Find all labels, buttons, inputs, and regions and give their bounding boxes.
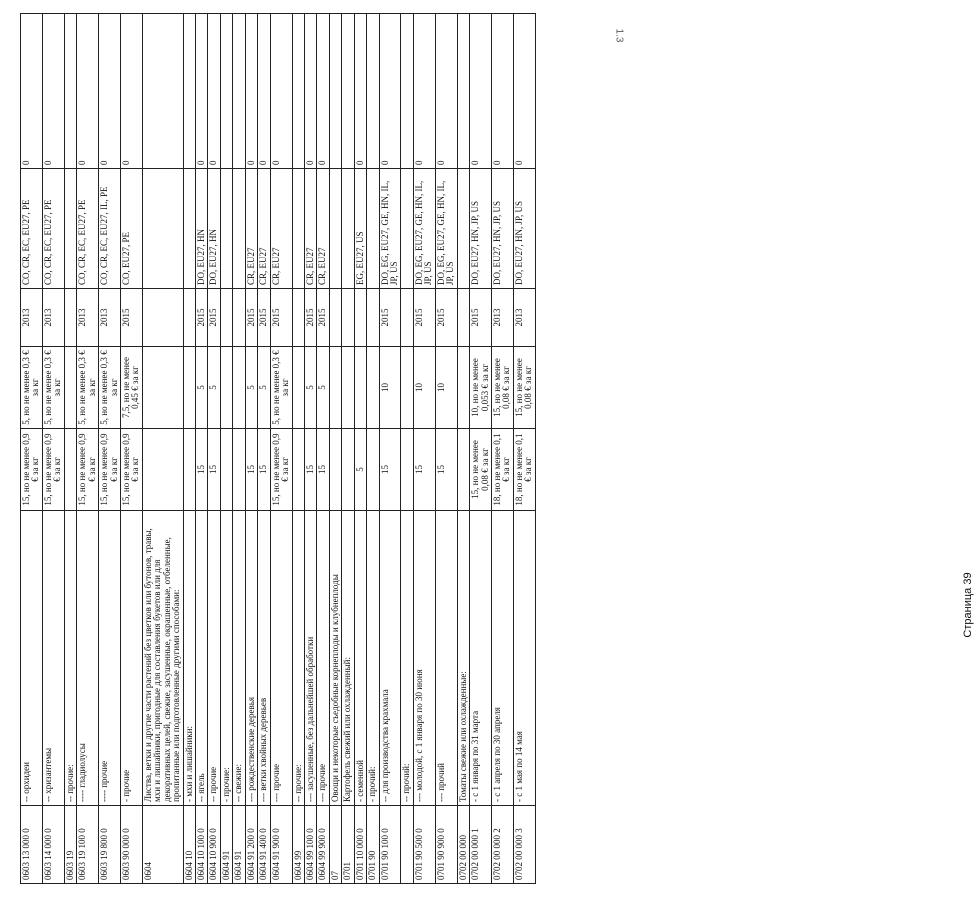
countries-cell xyxy=(233,169,245,289)
year-cell: 2013 xyxy=(513,289,535,347)
countries-cell xyxy=(220,169,232,289)
countries-cell xyxy=(342,169,354,289)
base-rate-cell xyxy=(292,429,304,511)
description-cell: - прочие: xyxy=(220,511,232,806)
table-row xyxy=(342,14,354,884)
year-cell xyxy=(342,289,354,347)
year-cell xyxy=(220,289,232,347)
note-cell: 0 xyxy=(304,14,316,169)
page-footer xyxy=(592,305,974,905)
code-cell: 0603 90 000 0 xyxy=(120,806,142,884)
code-cell: 07 xyxy=(329,806,341,884)
note-cell xyxy=(367,14,379,169)
final-rate-cell: 5 xyxy=(317,347,329,429)
description-cell: -- ягель xyxy=(196,511,208,806)
table-row xyxy=(304,14,316,884)
countries-cell: CR, EU27 xyxy=(245,169,257,289)
code-cell: 0701 90 xyxy=(367,806,379,884)
code-cell: 0604 91 900 0 xyxy=(270,806,292,884)
code-cell: 0702 00 000 2 xyxy=(491,806,513,884)
description-cell: Листва, ветки и другие части растений без цветков или бутонов, травы, мхи и лишайники, пригодные для составления букетов или для декоративных целей, свежие, засушенные, окрашенные, отбеленные, пропитанные или подготовленные другими способами: xyxy=(142,511,183,806)
note-cell: 0 xyxy=(120,14,142,169)
countries-cell: CR, EU27 xyxy=(270,169,292,289)
description-cell: --- прочие xyxy=(270,511,292,806)
code-cell: 0604 10 900 0 xyxy=(208,806,220,884)
description-cell: -- прочие: xyxy=(64,511,76,806)
code-cell: 0702 00 000 3 xyxy=(513,806,535,884)
base-rate-cell: 5 xyxy=(354,429,366,511)
table-row xyxy=(354,14,366,884)
table-row xyxy=(435,14,457,884)
code-cell: 0604 10 100 0 xyxy=(196,806,208,884)
table-row xyxy=(470,14,492,884)
table-row xyxy=(258,14,270,884)
margin-mark: 1.3 xyxy=(613,28,625,43)
final-rate-cell: 5, но не менее 0,3 € за кг xyxy=(99,347,121,429)
base-rate-cell xyxy=(457,429,469,511)
final-rate-cell xyxy=(292,347,304,429)
description-cell: -- прочий: xyxy=(401,511,413,806)
note-cell xyxy=(233,14,245,169)
page-number-label: Страница 39 xyxy=(962,572,974,638)
final-rate-cell xyxy=(64,347,76,429)
description-cell: -- прочие xyxy=(208,511,220,806)
base-rate-cell: 15 xyxy=(379,429,401,511)
base-rate-cell: 15 xyxy=(317,429,329,511)
base-rate-cell xyxy=(401,429,413,511)
final-rate-cell xyxy=(233,347,245,429)
countries-cell: CR, EU27 xyxy=(258,169,270,289)
table-row xyxy=(270,14,292,884)
year-cell: 2013 xyxy=(21,289,43,347)
year-cell: 2015 xyxy=(245,289,257,347)
code-cell: 0701 90 900 0 xyxy=(435,806,457,884)
code-cell: 0604 99 900 0 xyxy=(317,806,329,884)
year-cell xyxy=(64,289,76,347)
note-cell: 0 xyxy=(270,14,292,169)
base-rate-cell: 15 xyxy=(245,429,257,511)
final-rate-cell: 5, но не менее 0,3 € за кг xyxy=(21,347,43,429)
description-cell: -- прочие: xyxy=(292,511,304,806)
code-cell xyxy=(401,806,413,884)
countries-cell: CO, CR, EC, EU27, PE xyxy=(21,169,43,289)
countries-cell: CO, CR, EC, EU27, PE xyxy=(77,169,99,289)
code-cell: 0604 91 200 0 xyxy=(245,806,257,884)
final-rate-cell xyxy=(354,347,366,429)
final-rate-cell xyxy=(142,347,183,429)
table-row xyxy=(367,14,379,884)
year-cell: 2015 xyxy=(470,289,492,347)
year-cell: 2015 xyxy=(379,289,401,347)
description-cell: ---- гладиолусы xyxy=(77,511,99,806)
year-cell xyxy=(142,289,183,347)
note-cell xyxy=(142,14,183,169)
countries-cell xyxy=(142,169,183,289)
note-cell: 0 xyxy=(258,14,270,169)
year-cell xyxy=(457,289,469,347)
countries-cell: CO, CR, EC, EU27, PE xyxy=(42,169,64,289)
description-cell: -- хризантемы xyxy=(42,511,64,806)
table-row xyxy=(142,14,183,884)
final-rate-cell xyxy=(220,347,232,429)
table-row xyxy=(64,14,76,884)
description-cell: - мхи и лишайники: xyxy=(183,511,195,806)
description-cell: --- прочий xyxy=(435,511,457,806)
table-row xyxy=(233,14,245,884)
year-cell: 2015 xyxy=(317,289,329,347)
base-rate-cell xyxy=(367,429,379,511)
table-row xyxy=(196,14,208,884)
note-cell: 0 xyxy=(317,14,329,169)
code-cell: 0604 xyxy=(142,806,183,884)
base-rate-cell: 18, но не менее 0,1 € за кг xyxy=(491,429,513,511)
table-row xyxy=(42,14,64,884)
note-cell xyxy=(292,14,304,169)
description-cell: - семенной xyxy=(354,511,366,806)
table-row xyxy=(220,14,232,884)
table-row xyxy=(99,14,121,884)
base-rate-cell xyxy=(64,429,76,511)
final-rate-cell: 15, но не менее 0,08 € за кг xyxy=(513,347,535,429)
year-cell: 2013 xyxy=(42,289,64,347)
year-cell: 2015 xyxy=(208,289,220,347)
description-cell: ---- прочие xyxy=(99,511,121,806)
base-rate-cell: 15 xyxy=(258,429,270,511)
rotated-table-area xyxy=(20,14,620,884)
table-row xyxy=(513,14,535,884)
countries-cell: DO, EU27, HN, JP, US xyxy=(513,169,535,289)
code-cell: 0701 10 000 0 xyxy=(354,806,366,884)
code-cell: 0701 90 100 0 xyxy=(379,806,401,884)
year-cell: 2013 xyxy=(99,289,121,347)
final-rate-cell: 10 xyxy=(413,347,435,429)
countries-cell: DO, EG, EU27, GE, HN, IL, JP, US xyxy=(379,169,401,289)
note-cell: 0 xyxy=(245,14,257,169)
table-row xyxy=(208,14,220,884)
description-cell: Томаты свежие или охлажденные: xyxy=(457,511,469,806)
note-cell: 0 xyxy=(77,14,99,169)
final-rate-cell: 15, но не менее 0,08 € за кг xyxy=(491,347,513,429)
note-cell: 0 xyxy=(208,14,220,169)
note-cell: 0 xyxy=(379,14,401,169)
code-cell: 0604 99 100 0 xyxy=(304,806,316,884)
table-row xyxy=(292,14,304,884)
code-cell: 0604 91 xyxy=(233,806,245,884)
year-cell xyxy=(292,289,304,347)
table-row xyxy=(329,14,341,884)
table-row xyxy=(21,14,43,884)
note-cell: 0 xyxy=(413,14,435,169)
note-cell: 0 xyxy=(42,14,64,169)
base-rate-cell: 18, но не менее 0,1 € за кг xyxy=(513,429,535,511)
final-rate-cell: 10 xyxy=(435,347,457,429)
base-rate-cell: 15 xyxy=(304,429,316,511)
description-cell: --- засушенные, без дальнейшей обработки xyxy=(304,511,316,806)
countries-cell xyxy=(401,169,413,289)
year-cell: 2015 xyxy=(196,289,208,347)
countries-cell: DO, EU27, HN, JP, US xyxy=(470,169,492,289)
base-rate-cell: 15 xyxy=(435,429,457,511)
base-rate-cell xyxy=(142,429,183,511)
final-rate-cell xyxy=(342,347,354,429)
description-cell: --- рождественские деревья xyxy=(245,511,257,806)
description-cell: --- ветки хвойных деревьев xyxy=(258,511,270,806)
description-cell: - прочий: xyxy=(367,511,379,806)
code-cell: 0603 19 xyxy=(64,806,76,884)
final-rate-cell xyxy=(329,347,341,429)
year-cell: 2013 xyxy=(77,289,99,347)
year-cell: 2015 xyxy=(304,289,316,347)
year-cell: 2015 xyxy=(435,289,457,347)
final-rate-cell: 5 xyxy=(196,347,208,429)
base-rate-cell xyxy=(183,429,195,511)
year-cell xyxy=(233,289,245,347)
final-rate-cell: 10, но не менее 0,053 € за кг xyxy=(470,347,492,429)
base-rate-cell xyxy=(220,429,232,511)
note-cell xyxy=(183,14,195,169)
code-cell: 0701 xyxy=(342,806,354,884)
code-cell: 0604 91 xyxy=(220,806,232,884)
countries-cell xyxy=(64,169,76,289)
year-cell: 2015 xyxy=(413,289,435,347)
description-cell: - прочие xyxy=(120,511,142,806)
note-cell xyxy=(64,14,76,169)
description-cell: -- орхидеи xyxy=(21,511,43,806)
code-cell: 0603 14 000 0 xyxy=(42,806,64,884)
note-cell: 0 xyxy=(99,14,121,169)
base-rate-cell: 15, но не менее 0,9 € за кг xyxy=(42,429,64,511)
final-rate-cell: 5 xyxy=(258,347,270,429)
code-cell: 0702 00 000 1 xyxy=(470,806,492,884)
base-rate-cell: 15, но не менее 0,9 € за кг xyxy=(120,429,142,511)
code-cell: 0604 91 400 0 xyxy=(258,806,270,884)
note-cell xyxy=(401,14,413,169)
description-cell: Картофель свежий или охлажденный: xyxy=(342,511,354,806)
final-rate-cell: 10 xyxy=(379,347,401,429)
countries-cell: CR, EU27 xyxy=(317,169,329,289)
table-row xyxy=(317,14,329,884)
final-rate-cell xyxy=(457,347,469,429)
final-rate-cell: 5, но не менее 0,3 € за кг xyxy=(42,347,64,429)
base-rate-cell: 15, но не менее 0,08 € за кг xyxy=(470,429,492,511)
final-rate-cell: 5 xyxy=(304,347,316,429)
countries-cell: DO, EU27, HN xyxy=(196,169,208,289)
countries-cell: EG, EU27, US xyxy=(354,169,366,289)
countries-cell: DO, EU27, HN, JP, US xyxy=(491,169,513,289)
code-cell: 0702 00 000 xyxy=(457,806,469,884)
code-cell: 0604 99 xyxy=(292,806,304,884)
base-rate-cell: 15, но не менее 0,9 € за кг xyxy=(270,429,292,511)
countries-cell xyxy=(183,169,195,289)
description-cell: -- для производства крахмала xyxy=(379,511,401,806)
countries-cell xyxy=(292,169,304,289)
table-row xyxy=(245,14,257,884)
description-cell: --- прочие xyxy=(317,511,329,806)
base-rate-cell xyxy=(329,429,341,511)
year-cell xyxy=(401,289,413,347)
note-cell: 0 xyxy=(491,14,513,169)
final-rate-cell: 5, но не менее 0,3 € за кг xyxy=(270,347,292,429)
year-cell xyxy=(354,289,366,347)
final-rate-cell xyxy=(401,347,413,429)
code-cell: 0701 90 500 0 xyxy=(413,806,435,884)
year-cell: 2015 xyxy=(258,289,270,347)
final-rate-cell xyxy=(367,347,379,429)
table-row xyxy=(183,14,195,884)
countries-cell: DO, EG, EU27, GE, HN, IL, JP, US xyxy=(435,169,457,289)
base-rate-cell: 15, но не менее 0,9 € за кг xyxy=(21,429,43,511)
base-rate-cell: 15 xyxy=(208,429,220,511)
note-cell xyxy=(342,14,354,169)
description-cell: - с 1 апреля по 30 апреля xyxy=(491,511,513,806)
countries-cell xyxy=(457,169,469,289)
year-cell xyxy=(329,289,341,347)
table-row xyxy=(413,14,435,884)
description-cell: - с 1 января по 31 марта xyxy=(470,511,492,806)
table-row xyxy=(379,14,401,884)
note-cell: 0 xyxy=(513,14,535,169)
countries-cell: CO, EU27, PE xyxy=(120,169,142,289)
final-rate-cell: 5 xyxy=(245,347,257,429)
note-cell: 0 xyxy=(470,14,492,169)
final-rate-cell: 5 xyxy=(208,347,220,429)
final-rate-cell: 5, но не менее 0,3 € за кг xyxy=(77,347,99,429)
countries-cell: DO, EG, EU27, GE, HN, IL, JP, US xyxy=(413,169,435,289)
table-row xyxy=(457,14,469,884)
note-cell: 0 xyxy=(21,14,43,169)
note-cell: 0 xyxy=(435,14,457,169)
countries-cell: DO, EU27, HN xyxy=(208,169,220,289)
code-cell: 0603 13 000 0 xyxy=(21,806,43,884)
year-cell: 2015 xyxy=(270,289,292,347)
note-cell xyxy=(329,14,341,169)
table-row xyxy=(491,14,513,884)
code-cell: 0603 19 800 0 xyxy=(99,806,121,884)
base-rate-cell: 15, но не менее 0,9 € за кг xyxy=(77,429,99,511)
final-rate-cell xyxy=(183,347,195,429)
countries-cell: CR, EU27 xyxy=(304,169,316,289)
table-row xyxy=(120,14,142,884)
base-rate-cell xyxy=(342,429,354,511)
description-cell: - с 1 мая по 14 мая xyxy=(513,511,535,806)
tariff-table-body xyxy=(21,14,536,884)
tariff-table xyxy=(20,13,536,884)
note-cell: 0 xyxy=(196,14,208,169)
year-cell xyxy=(183,289,195,347)
year-cell: 2013 xyxy=(491,289,513,347)
year-cell xyxy=(367,289,379,347)
base-rate-cell: 15 xyxy=(413,429,435,511)
base-rate-cell xyxy=(233,429,245,511)
code-cell: 0603 19 100 0 xyxy=(77,806,99,884)
countries-cell xyxy=(367,169,379,289)
countries-cell: CO, CR, EC, EU27, IL, PE xyxy=(99,169,121,289)
countries-cell xyxy=(329,169,341,289)
note-cell xyxy=(220,14,232,169)
description-cell: -- свежие: xyxy=(233,511,245,806)
note-cell xyxy=(457,14,469,169)
description-cell: --- молодой, с 1 января по 30 июня xyxy=(413,511,435,806)
base-rate-cell: 15 xyxy=(196,429,208,511)
table-row xyxy=(77,14,99,884)
year-cell: 2015 xyxy=(120,289,142,347)
base-rate-cell: 15, но не менее 0,9 € за кг xyxy=(99,429,121,511)
final-rate-cell: 7,5, но не менее 0,45 € за кг xyxy=(120,347,142,429)
note-cell: 0 xyxy=(354,14,366,169)
code-cell: 0604 10 xyxy=(183,806,195,884)
description-cell: Овощи и некоторые съедобные корнеплоды и клубнеплоды xyxy=(329,511,341,806)
table-row xyxy=(401,14,413,884)
